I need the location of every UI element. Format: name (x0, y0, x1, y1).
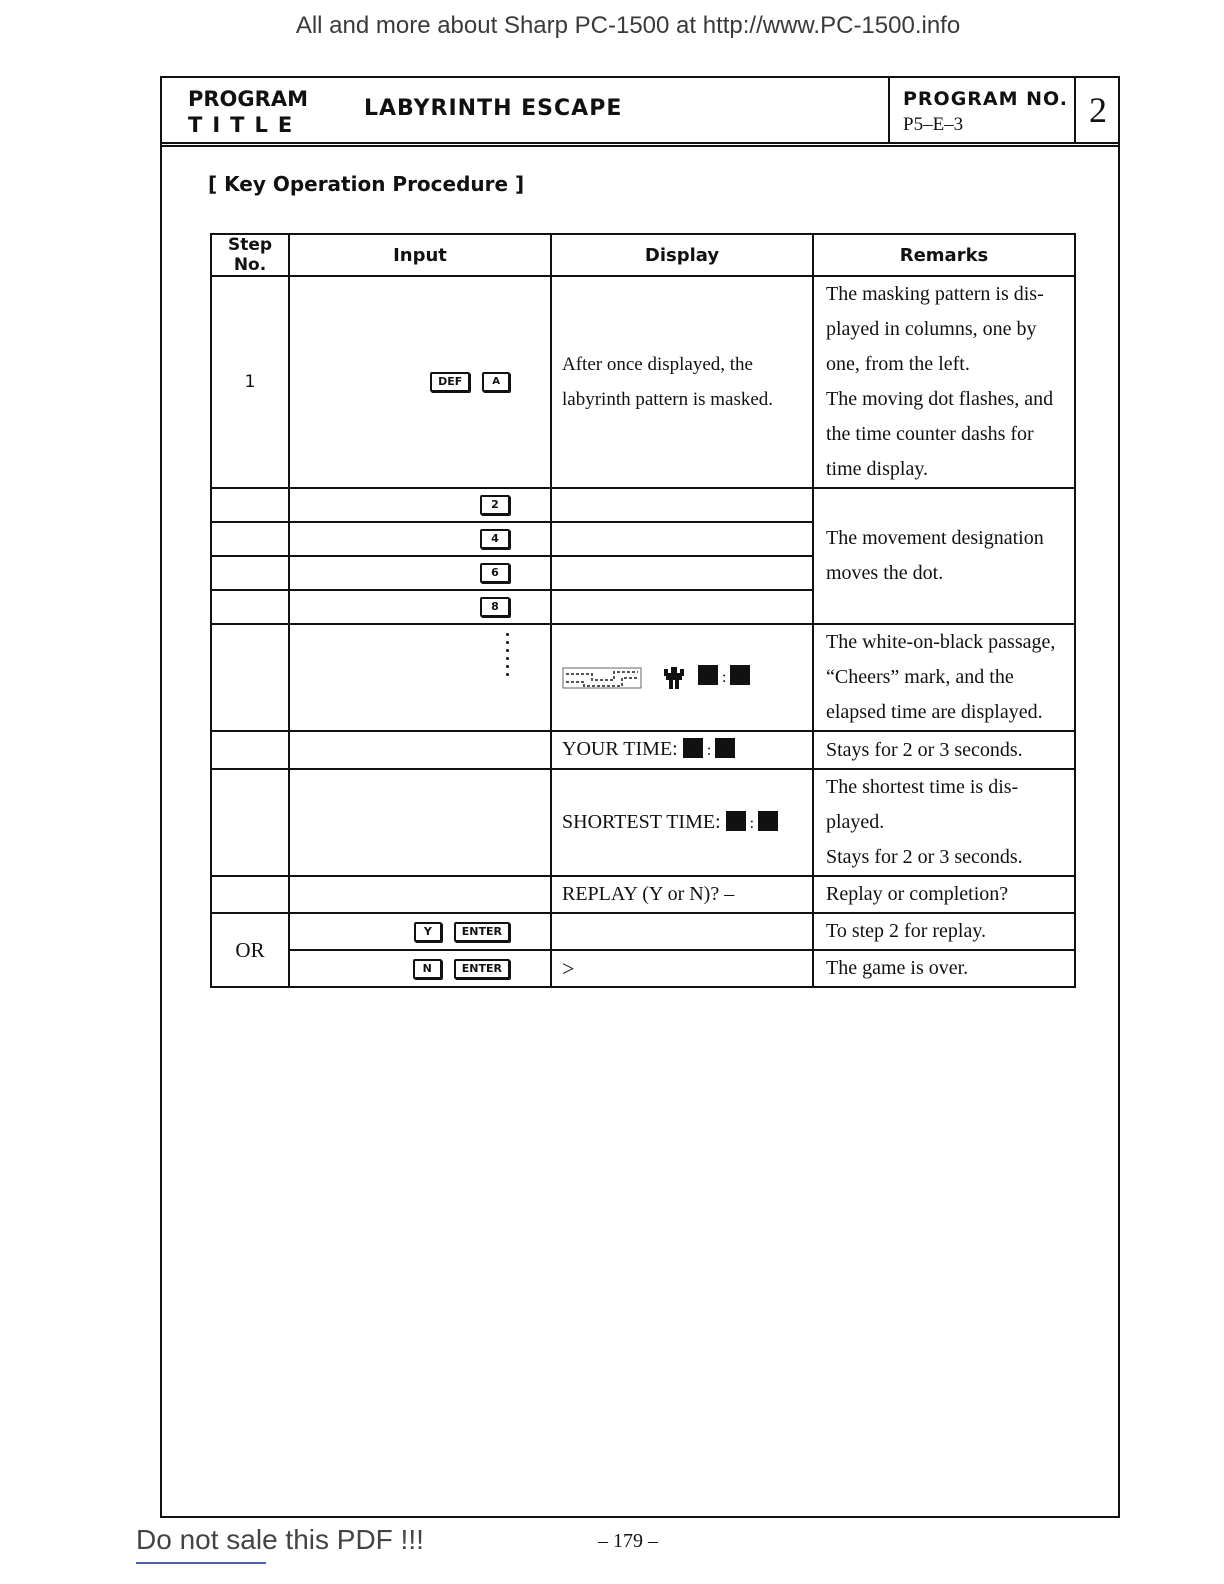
key-enter: ENTER (454, 922, 510, 942)
remarks-line: time display. (826, 458, 929, 480)
header-input: Input (289, 234, 551, 276)
step-number (211, 522, 289, 556)
input-cell (289, 950, 551, 987)
step-number (211, 769, 289, 876)
continuation-dots-icon (506, 633, 510, 681)
input-cell (289, 731, 551, 769)
key-n: N (413, 959, 442, 979)
input-cell (289, 590, 551, 624)
remarks-line: The movement designation (826, 527, 1044, 549)
program-title-label (188, 86, 308, 138)
remarks-cell: The game is over. (813, 950, 1075, 987)
display-cell (551, 913, 813, 950)
section-title: [ Key Operation Procedure ] (208, 172, 525, 196)
remarks-cell: Replay or completion? (813, 876, 1075, 913)
key-enter: ENTER (454, 959, 510, 979)
table-row (211, 913, 1075, 950)
shortest-time-text: SHORTEST TIME: (562, 810, 721, 833)
input-cell (289, 488, 551, 522)
step-number (211, 624, 289, 731)
display-cell (551, 624, 813, 731)
remarks-line: The white-on-black passage, (826, 631, 1056, 653)
input-cell (289, 913, 551, 950)
remarks-line: “Cheers” mark, and the (826, 666, 1014, 688)
program-sheet (160, 76, 1120, 1518)
header-display: Display (551, 234, 813, 276)
display-cell (551, 488, 813, 522)
remarks-line: The moving dot flashes, and (826, 388, 1054, 410)
input-cell (289, 522, 551, 556)
input-cell (289, 556, 551, 590)
display-cell: REPLAY (Y or N)? – (551, 876, 813, 913)
program-number-label: PROGRAM NO. (903, 88, 1069, 110)
step-number (211, 731, 289, 769)
key-6: 6 (480, 563, 510, 583)
your-time-text: YOUR TIME: (562, 738, 678, 760)
header-step: Step No. (211, 234, 289, 276)
remarks-line: moves the dot. (826, 562, 944, 584)
display-cell (551, 522, 813, 556)
page-number: – 179 – (598, 1530, 658, 1552)
display-cell (551, 590, 813, 624)
input-cell (289, 769, 551, 876)
step-number (211, 876, 289, 913)
time-digit-block (758, 811, 778, 831)
sheet-page-number: 2 (1074, 78, 1120, 142)
label-line2: TITLE (188, 113, 303, 137)
table-row (211, 624, 1075, 731)
time-colon: : (749, 814, 755, 832)
table-row (211, 488, 1075, 522)
input-cell (289, 624, 551, 731)
remarks-line: the time counter dashs for (826, 423, 1034, 445)
remarks-line: Stays for 2 or 3 seconds. (826, 846, 1023, 868)
display-line: labyrinth pattern is masked. (562, 389, 774, 410)
remarks-line: played in columns, one by (826, 318, 1037, 340)
key-4: 4 (480, 529, 510, 549)
remarks-cell: To step 2 for replay. (813, 913, 1075, 950)
display-line: After once displayed, the (562, 354, 753, 375)
remarks-cell (813, 769, 1075, 876)
program-number: P5–E–3 (903, 114, 964, 135)
table-row (211, 731, 1075, 769)
display-cell (551, 276, 813, 488)
step-or-label: OR (211, 913, 289, 987)
remarks-line: elapsed time are displayed. (826, 701, 1043, 723)
input-cell (289, 876, 551, 913)
key-a: A (482, 372, 510, 392)
cheers-mark-icon (662, 666, 686, 690)
labyrinth-passage-icon (562, 666, 642, 690)
remarks-cell (813, 488, 1075, 624)
step-number (211, 590, 289, 624)
header-note: All and more about Sharp PC-1500 at http://www.PC-1500.info (295, 12, 961, 39)
table-row (211, 876, 1075, 913)
display-cell (551, 769, 813, 876)
key-y: Y (414, 922, 442, 942)
time-digit-block (726, 811, 746, 831)
time-colon: : (706, 742, 712, 759)
program-title: LABYRINTH ESCAPE (364, 96, 623, 121)
title-block (162, 78, 1118, 147)
header-remarks: Remarks (813, 234, 1075, 276)
step-number (211, 488, 289, 522)
remarks-cell (813, 276, 1075, 488)
time-colon: : (722, 668, 727, 686)
remarks-line: played. (826, 811, 885, 833)
time-digit-block (698, 665, 718, 685)
key-8: 8 (480, 597, 510, 617)
key-def: DEF (430, 372, 470, 392)
time-digit-block (730, 665, 750, 685)
time-digit-block (715, 738, 735, 758)
input-cell (289, 276, 551, 488)
label-line1: PROGRAM (188, 87, 308, 111)
display-cell (551, 731, 813, 769)
table-row (211, 769, 1075, 876)
table-row (211, 950, 1075, 987)
table-row (211, 276, 1075, 488)
time-digit-block (683, 738, 703, 758)
display-cell (551, 556, 813, 590)
table-header-row (211, 234, 1075, 276)
key-2: 2 (480, 495, 510, 515)
key-operation-table (210, 233, 1076, 988)
remarks-cell: Stays for 2 or 3 seconds. (813, 731, 1075, 769)
step-number (211, 556, 289, 590)
remarks-cell (813, 624, 1075, 731)
program-number-box (888, 78, 1076, 142)
footer-note: Do not sale this PDF !!! (136, 1524, 424, 1555)
display-cell: > (551, 950, 813, 987)
remarks-line: The masking pattern is dis- (826, 283, 1044, 305)
remarks-line: one, from the left. (826, 353, 970, 375)
remarks-line: The shortest time is dis- (826, 776, 1019, 798)
step-number: 1 (211, 276, 289, 488)
